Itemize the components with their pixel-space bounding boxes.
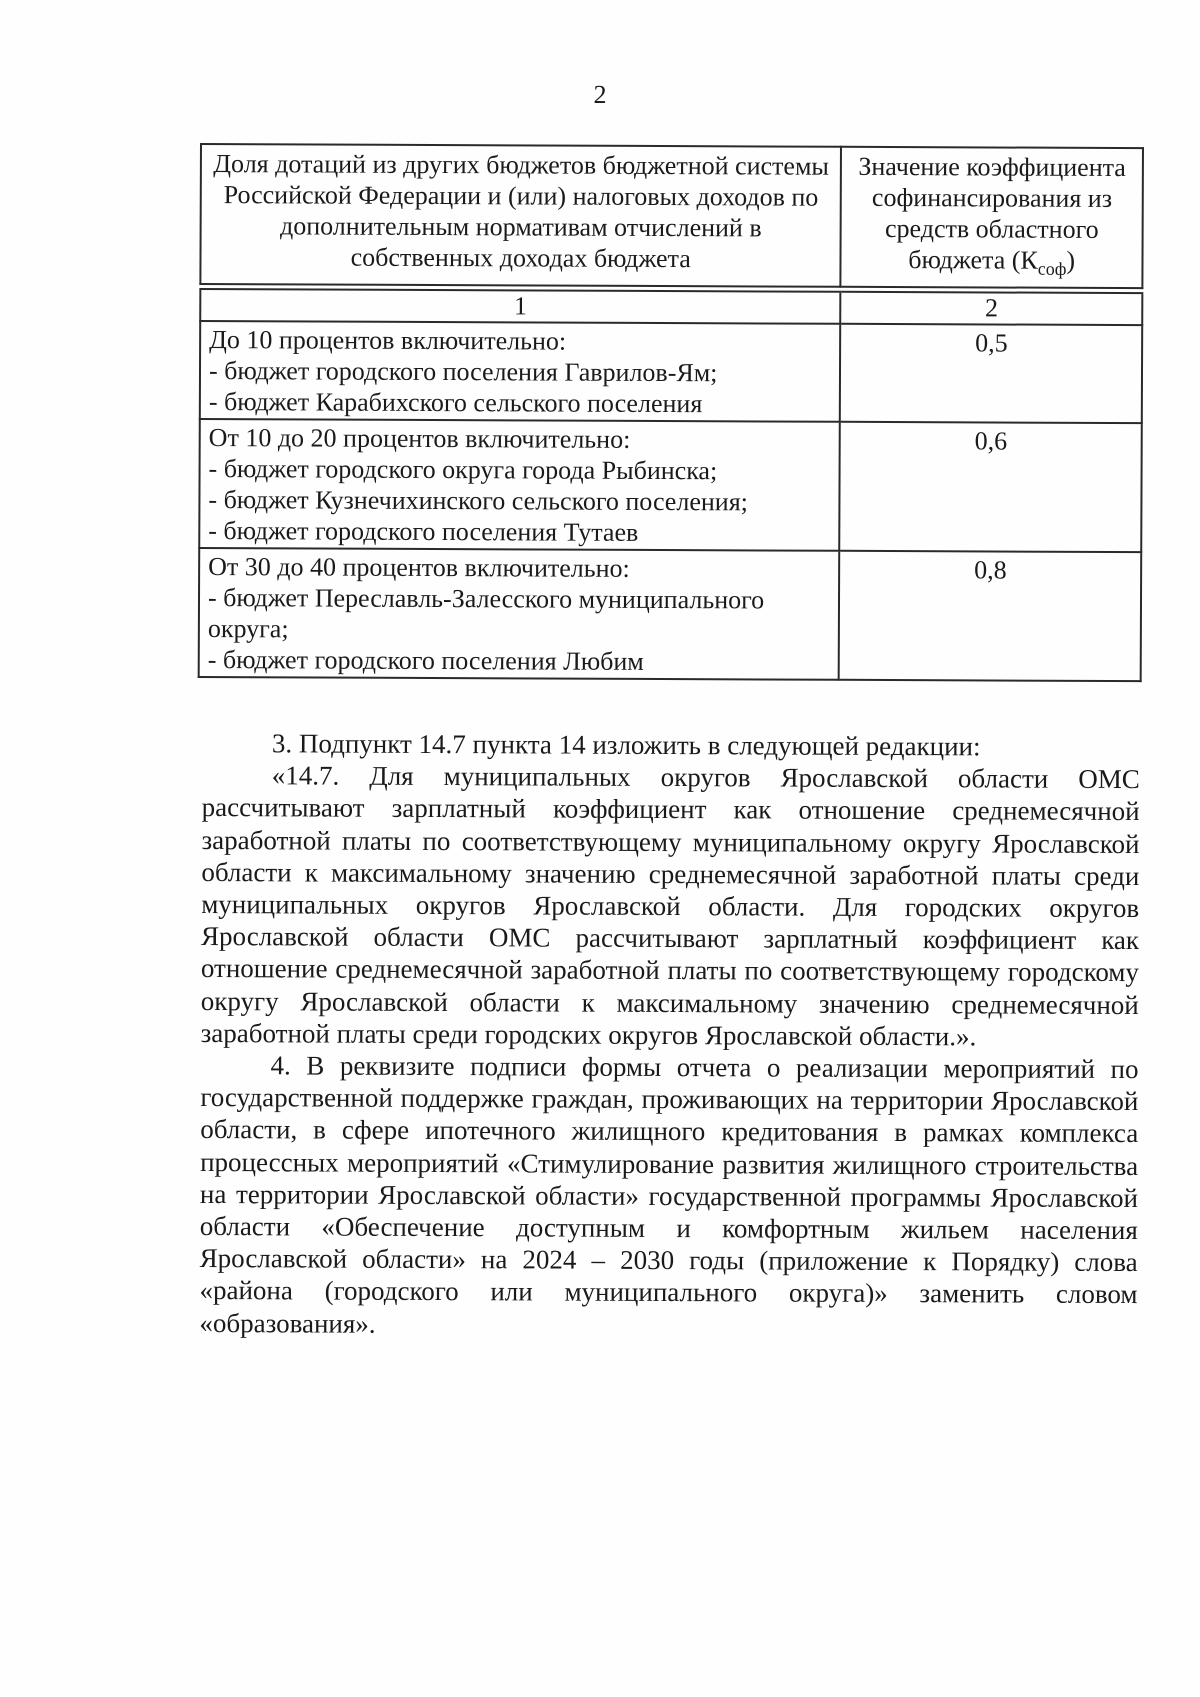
row-coefficient-value: 0,5 — [840, 324, 1142, 423]
paragraph-item-4: 4. В реквизите подписи формы отчета о реализации мероприятий по государственной поддержке граждан, проживающих на территории Ярославской области, в сфере ипотечного жилищного кредитования в рамках комплекса процессных мероприятий «Стимулирование развития жилищного строительства на территории Ярославской области» государственной программы Ярославской области «Обеспечение доступным и комфортным жильем населения Ярославской области» на 2024 – 2030 годы (приложение к Порядку) слова «района (городского или муниципального округа)» заменить словом «образования». — [199, 1050, 1139, 1339]
row-line: До 10 процентов включительно: — [209, 325, 567, 356]
row-line: - бюджет городского округа города Рыбинска; — [208, 454, 718, 486]
header-coefficient-text: Значение коэффициента софинансирования из средств областного бюджета (К — [858, 151, 1126, 275]
header-coefficient-value — [841, 147, 1143, 288]
column-number-2: 2 — [841, 292, 1143, 325]
row-description — [200, 321, 841, 422]
header-coefficient-subscript: соф — [1037, 258, 1067, 279]
row-line: - бюджет Кузнечихинского сельского поселения; — [208, 485, 748, 517]
row-line: - бюджет Переславль-Залесского муниципального округа; — [207, 583, 765, 644]
row-line: От 30 до 40 процентов включительно: — [208, 552, 630, 583]
row-line: - бюджет городского поселения Гаврилов-Ям; — [208, 356, 718, 388]
row-coefficient-value: 0,8 — [839, 551, 1141, 681]
row-coefficient-value: 0,6 — [840, 422, 1142, 552]
row-line: От 10 до 20 процентов включительно: — [208, 423, 631, 454]
paragraph-item-14-7: «14.7. Для муниципальных округов Ярославской области ОМС рассчитывают зарплатный коэффициент как отношение среднемесячной заработной платы по соответствующему муниципальному округу Ярославской области к максимальному значению среднемесячной заработной платы среди муниципальных округов Ярославской области. Для городских округов Ярославской области ОМС рассчитывают зарплатный коэффициент как отношение среднемесячной заработной платы по соответствующему городскому округу Ярославской области к максимальному значению среднемесячной заработной платы среди городских округов Ярославской области.». — [200, 760, 1140, 1052]
column-number-row — [200, 289, 1142, 325]
row-description — [199, 419, 840, 551]
table-row — [200, 321, 1142, 423]
table-header-row — [200, 144, 1143, 288]
paragraph-item-3: 3. Подпункт 14.7 пункта 14 изложить в следующей редакции: — [271, 728, 981, 762]
row-description — [199, 548, 840, 680]
table-row — [199, 419, 1142, 552]
header-share-of-subsidies: Доля дотаций из других бюджетов бюджетной системы Российской Федерации и (или) налоговых доходов по дополнительным нормативам отчислений в собственных доходах бюджета — [200, 144, 841, 287]
table-row — [199, 548, 1142, 681]
row-line: - бюджет городского поселения Любим — [207, 645, 644, 676]
column-number-1: 1 — [200, 289, 841, 324]
page-number: 2 — [593, 79, 607, 110]
row-line: - бюджет Карабихского сельского поселения — [208, 387, 703, 419]
row-line: - бюджет городского поселения Тутаев — [208, 516, 639, 547]
header-coefficient-close: ) — [1066, 245, 1076, 275]
cofinancing-coefficient-table — [198, 143, 1144, 682]
document-body — [199, 727, 1140, 1343]
